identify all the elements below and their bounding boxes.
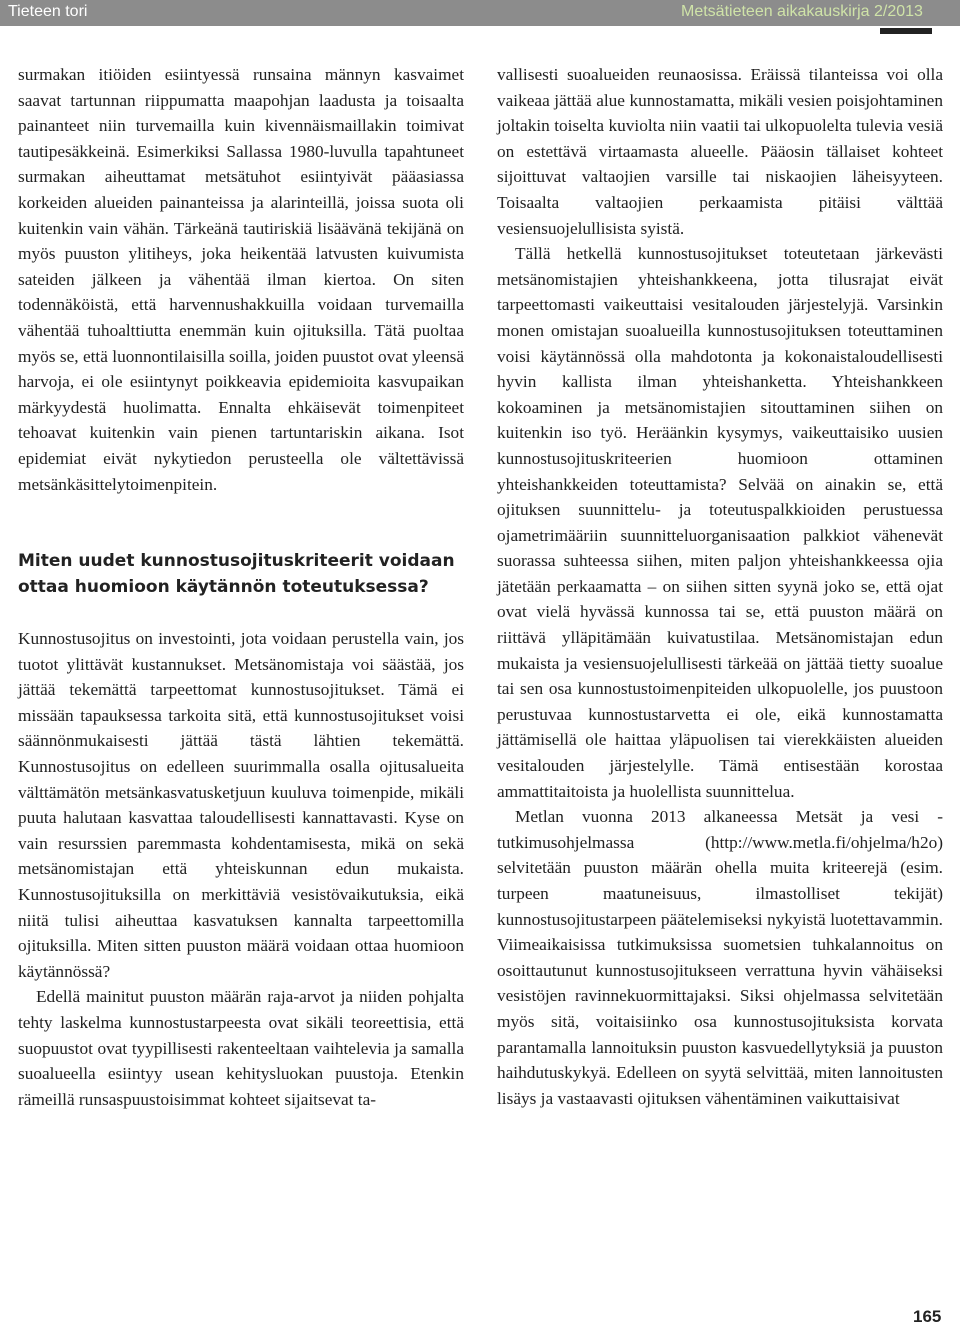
section-heading: Miten uudet kunnostusojituskriteerit voidaan ottaa huomioon käytännön toteutuksessa? bbox=[18, 551, 455, 598]
journal-title: Metsätieteen aikakauskirja 2/2013 bbox=[681, 3, 923, 20]
paragraph: Kunnostusojitus on investointi, jota voidaan perustella vain, jos tuotot ylittävät kustannukset. Metsänomistaja voi säästää, jos jättää tekemättä tarpeettomat kunnostusojitukset. Tämä ei missään tapauksessa tarkoita sitä, että kunnostusojitukset voisi säännönmukaisesti jättää tästä lähtien tekemättä. Kunnostusojitus on edelleen suurimmalla osalla ojitusalueita välttämätön metsänkasvatusketjuun kuuluva toimenpide, mikäli puuta halutaan kasvattaa taloudellisesti kannattavasti. Kyse on vain resurssien paremmasta kohdentamisesta, mikä on sekä metsänomistajan että yhteiskunnan edun mukaista. Kunnostusojituksilla on merkittäviä vesistövaikutuksia, eikä niitä tulisi aiheuttaa kasvatuksen kannalta tarpeettomilla ojituksilla. Miten sitten puuston määrä voidaan ottaa huomioon käytännössä? bbox=[18, 629, 464, 981]
paragraph: Metlan vuonna 2013 alkaneessa Metsät ja vesi -tutkimusohjelmassa (http://www.metla.fi/ohjelma/h2o) selvitetään puuston määrän ohella muita kriteerejä (esim. turpeen maatuneisuus, ilmastolliset tekijät) kunnostusojitustarpeen päätelemiseksi nykyistä luotettavammin. Viimeaikaisissa tutkimuksissa suometsien tuhkalannoitus on osoittautunut kunnostusojitukseen verrattuna hyvin vähäiseksi vesistöjen ravinnekuormittajaksi. Siksi ohjelmassa selvitetään myös sitä, voitaisiinko osa kunnostusojituksista korvata parantamalla lannoituksin puuston kasvuedellytyksiä ja puuston haihdutuskykyä. Edelleen on syytä selvittää, miten lannoitusten lisäys ja vastaavasti ojituksen vähentäminen vaikuttaisivat bbox=[497, 807, 943, 1108]
paragraph: Edellä mainitut puuston määrän raja-arvot ja niiden pohjalta tehty laskelma kunnostustarpeesta ovat sikäli teoreettisia, että suopuustot ovat tyypillisesti rakenteeltaan vaihtelevia ja samalla suoalueella esiintyy usean kehitysluokan puustoja. Etenkin rämeillä runsaspuustoisimmat kohteet sijaitsevat ta- bbox=[18, 987, 464, 1109]
header-bar bbox=[0, 0, 960, 26]
paragraph: vallisesti suoalueiden reunaosissa. Eräissä tilanteissa voi olla vaikeaa jättää alue kunnostamatta, mikäli vesien poisjohtaminen joltakin toiselta kuviolta niin vaatii tai ulkopuolelta tulevia vesiä on estettävä virtaamasta alueelle. Pääosin tällaiset kohteet sijoittuvat valtaojien varsille tai niskaojien läheisyyteen. Toisaalta valtaojien perkaamista pitäisi välttää vesiensuojelullisista syistä. bbox=[497, 65, 943, 238]
left-column bbox=[18, 62, 464, 1112]
right-column bbox=[497, 62, 943, 1111]
paragraph: Tällä hetkellä kunnostusojitukset toteutetaan järkevästi metsänomistajien yhteishankkeena, jotta tilusrajat eivät tarpeettomasti vaikeuttaisi vesitalouden järjestelyjä. Varsinkin monen omistajan suoalueilla kunnostusojituksen toteuttaminen voisi käytännössä olla mahdotonta ja kokonaistaloudellisesti hyvin kallista ilman yhteishanketta. Yhteishankkeen kokoaminen ja metsänomistajien sitouttaminen siihen on kuitenkin iso työ. Heräänkin kysymys, vaikeuttaisiko uusien kunnostusojituskriteerien huomioon ottaminen yhteishankkeiden toteuttamista? Selvää on ainakin se, että ojituksen suunnittelu- ja toteutuspalkkioiden perustuessa ojametrimääriin suunnitteluorganisaation palkkiot vähenevät suorassa suhteessa siihen, miten paljon yhteishankkeessa ojia jätetään perkaamatta – on siihen sitten syynä joko se, että ojat ovat vielä hyvässä kunnossa tai se, että puuston määrä on riittävä ylläpitämään kuivatustilaa. Metsänomistajan edun mukaista ja vesiensuojelullisesti tärkeää on jättää tietty suoalue tai sen osa kunnostustoimenpiteiden ulkopuolelle, jos puustoon perustuvaa kunnostustarvetta ei ole, eikä kunnostamatta jättämisellä ole haittaa yläpuolisen tai vierekkäisten alueiden vesitalouden järjestelylle. Tämä entisestään korostaa ammattitaitoista ja huolellista suunnittelua. bbox=[497, 244, 943, 801]
page-number: 165 bbox=[913, 1307, 942, 1326]
section-label: Tieteen tori bbox=[8, 3, 88, 20]
paragraph: surmakan itiöiden esiintyessä runsaina männyn kasvaimet saavat tartunnan riippumatta maapohjan laadusta ja toisaalta painanteet niin turvemailla kuin kivennäismaillakin toimivat tautipesäkkeinä. Esimerkiksi Sallassa 1980-luvulla tapahtuneet surmakan aiheuttamat metsätuhot esiintyivät pääasiassa korkeiden alueiden painanteissa ja alarinteillä, joissa suota oli kuitenkin vain vähän. Tärkeänä tautiriskiä lisäävänä tekijänä on myös puuston ylitiheys, joka heikentää latvusten kuivumista sateiden jälkeen ja vähentää ilman kiertoa. On siten todennäköistä, että harvennushakkuilla voidaan turvemailla vähentää tuhoalttiutta enemmän kuin ojituksilla. Tätä puoltaa myös se, että luonnontilaisilla soilla, joiden puustot ovat yleensä harvoja, ei ole esiintynyt poikkeavia epidemioita kasvupaikan märkyydestä huolimatta. Ennalta ehkäisevät toimenpiteet tehoavat kuitenkin vain pienen tartuntariskin aikana. Isot epidemiat eivät nykytiedon perusteella ole vältettävissä metsänkäsittelytoimenpitein. bbox=[18, 65, 464, 494]
header-marker bbox=[880, 28, 932, 34]
